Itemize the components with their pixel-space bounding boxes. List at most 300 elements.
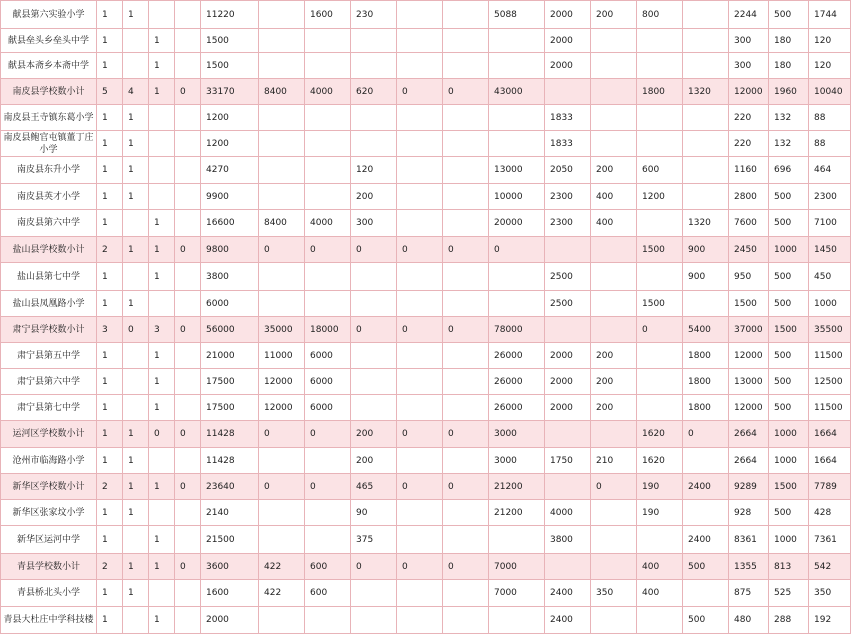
value-cell bbox=[489, 131, 545, 157]
value-cell bbox=[443, 343, 489, 369]
value-cell: 0 bbox=[123, 317, 149, 343]
school-name-cell: 肃宁县学校数小计 bbox=[1, 317, 97, 343]
value-cell: 2500 bbox=[545, 291, 591, 317]
value-cell bbox=[175, 343, 201, 369]
value-cell: 2400 bbox=[545, 580, 591, 607]
value-cell: 1 bbox=[97, 105, 123, 131]
value-cell: 400 bbox=[591, 184, 637, 210]
value-cell: 950 bbox=[729, 263, 769, 291]
value-cell: 4000 bbox=[545, 500, 591, 526]
value-cell bbox=[149, 184, 175, 210]
value-cell: 422 bbox=[259, 580, 305, 607]
value-cell: 1200 bbox=[201, 131, 259, 157]
table-row bbox=[1, 263, 851, 291]
value-cell: 5 bbox=[97, 79, 123, 105]
school-name-cell: 献县垒头乡垒头中学 bbox=[1, 29, 97, 53]
value-cell: 200 bbox=[351, 184, 397, 210]
value-cell bbox=[259, 526, 305, 554]
value-cell bbox=[489, 291, 545, 317]
value-cell bbox=[397, 526, 443, 554]
value-cell bbox=[123, 210, 149, 237]
value-cell: 1 bbox=[97, 369, 123, 395]
value-cell: 1 bbox=[123, 105, 149, 131]
value-cell bbox=[149, 580, 175, 607]
table-row bbox=[1, 131, 851, 157]
value-cell: 1 bbox=[97, 157, 123, 184]
value-cell: 1833 bbox=[545, 105, 591, 131]
value-cell bbox=[443, 263, 489, 291]
value-cell: 600 bbox=[305, 554, 351, 580]
value-cell: 2000 bbox=[545, 53, 591, 79]
value-cell: 1320 bbox=[683, 210, 729, 237]
value-cell bbox=[545, 421, 591, 448]
value-cell bbox=[683, 1, 729, 29]
value-cell bbox=[175, 29, 201, 53]
value-cell: 500 bbox=[769, 184, 809, 210]
value-cell: 500 bbox=[683, 607, 729, 634]
value-cell bbox=[351, 607, 397, 634]
value-cell bbox=[489, 29, 545, 53]
value-cell bbox=[397, 343, 443, 369]
value-cell: 11500 bbox=[809, 343, 851, 369]
value-cell: 200 bbox=[591, 157, 637, 184]
value-cell: 1 bbox=[97, 421, 123, 448]
value-cell: 132 bbox=[769, 131, 809, 157]
value-cell: 1 bbox=[123, 184, 149, 210]
value-cell: 3000 bbox=[489, 448, 545, 474]
value-cell bbox=[259, 1, 305, 29]
value-cell bbox=[443, 157, 489, 184]
value-cell: 1 bbox=[97, 500, 123, 526]
value-cell: 2300 bbox=[545, 184, 591, 210]
value-cell: 600 bbox=[637, 157, 683, 184]
value-cell: 37000 bbox=[729, 317, 769, 343]
subtotal-row bbox=[1, 474, 851, 500]
value-cell: 300 bbox=[729, 53, 769, 79]
value-cell: 1 bbox=[97, 580, 123, 607]
value-cell: 132 bbox=[769, 105, 809, 131]
value-cell bbox=[683, 53, 729, 79]
value-cell: 375 bbox=[351, 526, 397, 554]
value-cell: 1620 bbox=[637, 421, 683, 448]
value-cell: 1450 bbox=[809, 237, 851, 263]
value-cell bbox=[123, 29, 149, 53]
value-cell bbox=[123, 395, 149, 421]
value-cell: 8400 bbox=[259, 79, 305, 105]
value-cell bbox=[443, 580, 489, 607]
value-cell: 0 bbox=[175, 421, 201, 448]
school-name-cell: 献县第六实验小学 bbox=[1, 1, 97, 29]
value-cell bbox=[175, 210, 201, 237]
value-cell bbox=[443, 291, 489, 317]
value-cell: 450 bbox=[809, 263, 851, 291]
value-cell: 23640 bbox=[201, 474, 259, 500]
value-cell: 620 bbox=[351, 79, 397, 105]
value-cell: 500 bbox=[683, 554, 729, 580]
value-cell bbox=[149, 131, 175, 157]
value-cell: 2 bbox=[97, 237, 123, 263]
value-cell: 2140 bbox=[201, 500, 259, 526]
value-cell: 1960 bbox=[769, 79, 809, 105]
value-cell: 813 bbox=[769, 554, 809, 580]
value-cell: 0 bbox=[489, 237, 545, 263]
table-row bbox=[1, 1, 851, 29]
value-cell bbox=[259, 184, 305, 210]
value-cell: 200 bbox=[591, 395, 637, 421]
value-cell: 35500 bbox=[809, 317, 851, 343]
value-cell: 1320 bbox=[683, 79, 729, 105]
value-cell bbox=[443, 607, 489, 634]
value-cell bbox=[149, 157, 175, 184]
value-cell: 8361 bbox=[729, 526, 769, 554]
value-cell: 12000 bbox=[729, 79, 769, 105]
school-name-cell: 南皮县鲍官屯镇董丁庄小学 bbox=[1, 131, 97, 157]
value-cell bbox=[637, 53, 683, 79]
value-cell: 2400 bbox=[683, 526, 729, 554]
value-cell bbox=[591, 526, 637, 554]
value-cell: 5088 bbox=[489, 1, 545, 29]
value-cell: 3 bbox=[97, 317, 123, 343]
value-cell: 9800 bbox=[201, 237, 259, 263]
value-cell bbox=[305, 263, 351, 291]
value-cell: 928 bbox=[729, 500, 769, 526]
value-cell: 1 bbox=[149, 607, 175, 634]
table-row bbox=[1, 580, 851, 607]
value-cell: 500 bbox=[769, 210, 809, 237]
school-name-cell: 运河区学校数小计 bbox=[1, 421, 97, 448]
value-cell: 20000 bbox=[489, 210, 545, 237]
value-cell bbox=[259, 448, 305, 474]
value-cell: 0 bbox=[443, 554, 489, 580]
value-cell bbox=[305, 607, 351, 634]
value-cell: 88 bbox=[809, 131, 851, 157]
value-cell: 4270 bbox=[201, 157, 259, 184]
value-cell bbox=[259, 105, 305, 131]
value-cell: 1500 bbox=[201, 29, 259, 53]
value-cell bbox=[259, 131, 305, 157]
value-cell bbox=[305, 157, 351, 184]
value-cell bbox=[443, 105, 489, 131]
value-cell: 210 bbox=[591, 448, 637, 474]
value-cell bbox=[683, 291, 729, 317]
value-cell: 1 bbox=[123, 157, 149, 184]
value-cell bbox=[443, 53, 489, 79]
school-name-cell: 青县大杜庄中学科技楼 bbox=[1, 607, 97, 634]
value-cell bbox=[123, 53, 149, 79]
value-cell: 26000 bbox=[489, 343, 545, 369]
value-cell: 1744 bbox=[809, 1, 851, 29]
value-cell bbox=[123, 369, 149, 395]
value-cell: 1 bbox=[123, 474, 149, 500]
value-cell: 600 bbox=[305, 580, 351, 607]
value-cell bbox=[443, 526, 489, 554]
value-cell bbox=[123, 343, 149, 369]
value-cell: 500 bbox=[769, 395, 809, 421]
value-cell: 12000 bbox=[259, 369, 305, 395]
value-cell bbox=[683, 105, 729, 131]
value-cell: 2664 bbox=[729, 448, 769, 474]
value-cell: 1 bbox=[149, 53, 175, 79]
school-name-cell: 肃宁县第七中学 bbox=[1, 395, 97, 421]
value-cell: 1 bbox=[97, 526, 123, 554]
value-cell: 21200 bbox=[489, 500, 545, 526]
value-cell: 1 bbox=[97, 343, 123, 369]
value-cell bbox=[175, 184, 201, 210]
school-name-cell: 南皮县东升小学 bbox=[1, 157, 97, 184]
value-cell: 6000 bbox=[305, 369, 351, 395]
value-cell: 35000 bbox=[259, 317, 305, 343]
value-cell bbox=[175, 105, 201, 131]
value-cell: 0 bbox=[443, 421, 489, 448]
value-cell bbox=[259, 263, 305, 291]
value-cell bbox=[397, 448, 443, 474]
value-cell: 1 bbox=[149, 526, 175, 554]
value-cell bbox=[397, 291, 443, 317]
value-cell bbox=[305, 53, 351, 79]
value-cell bbox=[175, 291, 201, 317]
value-cell: 1800 bbox=[637, 79, 683, 105]
value-cell: 542 bbox=[809, 554, 851, 580]
value-cell bbox=[149, 1, 175, 29]
value-cell: 1600 bbox=[305, 1, 351, 29]
value-cell bbox=[259, 53, 305, 79]
value-cell bbox=[489, 263, 545, 291]
value-cell: 12500 bbox=[809, 369, 851, 395]
school-name-cell: 盐山县第七中学 bbox=[1, 263, 97, 291]
value-cell: 0 bbox=[259, 237, 305, 263]
value-cell bbox=[175, 131, 201, 157]
value-cell bbox=[637, 210, 683, 237]
value-cell: 0 bbox=[443, 317, 489, 343]
value-cell bbox=[397, 1, 443, 29]
value-cell: 400 bbox=[637, 580, 683, 607]
value-cell: 0 bbox=[591, 474, 637, 500]
table-row bbox=[1, 448, 851, 474]
school-name-cell: 新华区张家坟小学 bbox=[1, 500, 97, 526]
value-cell: 1000 bbox=[769, 526, 809, 554]
value-cell bbox=[443, 29, 489, 53]
value-cell bbox=[397, 500, 443, 526]
value-cell: 1 bbox=[123, 421, 149, 448]
value-cell: 2400 bbox=[545, 607, 591, 634]
value-cell: 7000 bbox=[489, 554, 545, 580]
value-cell: 3000 bbox=[489, 421, 545, 448]
value-cell: 2400 bbox=[683, 474, 729, 500]
value-cell bbox=[683, 500, 729, 526]
value-cell bbox=[175, 526, 201, 554]
value-cell: 200 bbox=[591, 343, 637, 369]
value-cell bbox=[259, 607, 305, 634]
value-cell: 10040 bbox=[809, 79, 851, 105]
value-cell: 1664 bbox=[809, 421, 851, 448]
value-cell bbox=[591, 291, 637, 317]
value-cell: 0 bbox=[637, 317, 683, 343]
value-cell: 200 bbox=[591, 369, 637, 395]
value-cell bbox=[175, 500, 201, 526]
value-cell: 2000 bbox=[201, 607, 259, 634]
value-cell: 1664 bbox=[809, 448, 851, 474]
value-cell bbox=[397, 210, 443, 237]
value-cell bbox=[149, 500, 175, 526]
value-cell bbox=[683, 448, 729, 474]
value-cell bbox=[683, 184, 729, 210]
value-cell bbox=[545, 474, 591, 500]
value-cell: 1 bbox=[97, 263, 123, 291]
value-cell: 1 bbox=[149, 369, 175, 395]
value-cell: 500 bbox=[769, 263, 809, 291]
value-cell: 480 bbox=[729, 607, 769, 634]
value-cell: 7600 bbox=[729, 210, 769, 237]
value-cell bbox=[175, 53, 201, 79]
value-cell bbox=[351, 29, 397, 53]
value-cell bbox=[443, 210, 489, 237]
value-cell bbox=[175, 580, 201, 607]
value-cell bbox=[397, 105, 443, 131]
value-cell bbox=[305, 500, 351, 526]
value-cell: 12000 bbox=[729, 343, 769, 369]
value-cell: 1800 bbox=[683, 343, 729, 369]
value-cell bbox=[489, 607, 545, 634]
subtotal-row bbox=[1, 317, 851, 343]
value-cell: 13000 bbox=[489, 157, 545, 184]
value-cell bbox=[443, 184, 489, 210]
value-cell: 1500 bbox=[637, 291, 683, 317]
value-cell: 200 bbox=[351, 421, 397, 448]
value-cell bbox=[259, 29, 305, 53]
value-cell: 88 bbox=[809, 105, 851, 131]
value-cell: 1 bbox=[123, 580, 149, 607]
value-cell bbox=[637, 263, 683, 291]
value-cell: 33170 bbox=[201, 79, 259, 105]
table-row bbox=[1, 29, 851, 53]
value-cell: 2000 bbox=[545, 369, 591, 395]
school-name-cell: 献县本斋乡本斋中学 bbox=[1, 53, 97, 79]
value-cell: 1 bbox=[123, 237, 149, 263]
school-name-cell: 肃宁县第五中学 bbox=[1, 343, 97, 369]
value-cell bbox=[149, 291, 175, 317]
value-cell: 875 bbox=[729, 580, 769, 607]
subtotal-row bbox=[1, 554, 851, 580]
value-cell bbox=[443, 448, 489, 474]
value-cell: 300 bbox=[351, 210, 397, 237]
school-name-cell: 青县桥北头小学 bbox=[1, 580, 97, 607]
value-cell: 12000 bbox=[729, 395, 769, 421]
value-cell: 1620 bbox=[637, 448, 683, 474]
value-cell bbox=[305, 29, 351, 53]
value-cell: 500 bbox=[769, 500, 809, 526]
value-cell bbox=[591, 607, 637, 634]
value-cell: 220 bbox=[729, 131, 769, 157]
value-cell: 26000 bbox=[489, 395, 545, 421]
value-cell: 16600 bbox=[201, 210, 259, 237]
value-cell: 1 bbox=[123, 500, 149, 526]
value-cell: 0 bbox=[397, 317, 443, 343]
table-row bbox=[1, 500, 851, 526]
value-cell: 220 bbox=[729, 105, 769, 131]
value-cell: 1600 bbox=[201, 580, 259, 607]
table-row bbox=[1, 105, 851, 131]
value-cell: 0 bbox=[175, 474, 201, 500]
value-cell: 4000 bbox=[305, 210, 351, 237]
school-name-cell: 盐山县学校数小计 bbox=[1, 237, 97, 263]
value-cell: 1355 bbox=[729, 554, 769, 580]
value-cell: 2000 bbox=[545, 29, 591, 53]
value-cell: 1200 bbox=[637, 184, 683, 210]
value-cell bbox=[443, 1, 489, 29]
value-cell: 1 bbox=[123, 291, 149, 317]
table-row bbox=[1, 210, 851, 237]
value-cell: 1 bbox=[149, 79, 175, 105]
value-cell bbox=[351, 291, 397, 317]
subtotal-row bbox=[1, 237, 851, 263]
value-cell bbox=[637, 607, 683, 634]
value-cell: 0 bbox=[305, 421, 351, 448]
table-row bbox=[1, 526, 851, 554]
value-cell bbox=[259, 500, 305, 526]
value-cell bbox=[397, 580, 443, 607]
value-cell: 0 bbox=[305, 237, 351, 263]
value-cell: 180 bbox=[769, 29, 809, 53]
value-cell: 120 bbox=[809, 29, 851, 53]
value-cell: 1 bbox=[149, 554, 175, 580]
value-cell bbox=[591, 421, 637, 448]
value-cell bbox=[259, 157, 305, 184]
value-cell: 1833 bbox=[545, 131, 591, 157]
value-cell: 2050 bbox=[545, 157, 591, 184]
value-cell bbox=[489, 53, 545, 79]
value-cell: 1 bbox=[149, 343, 175, 369]
value-cell: 90 bbox=[351, 500, 397, 526]
value-cell bbox=[397, 131, 443, 157]
value-cell: 2 bbox=[97, 554, 123, 580]
value-cell: 11428 bbox=[201, 421, 259, 448]
value-cell: 0 bbox=[443, 474, 489, 500]
value-cell: 5400 bbox=[683, 317, 729, 343]
value-cell: 1000 bbox=[769, 237, 809, 263]
value-cell bbox=[397, 53, 443, 79]
value-cell bbox=[637, 29, 683, 53]
value-cell: 300 bbox=[729, 29, 769, 53]
value-cell: 2000 bbox=[545, 1, 591, 29]
value-cell: 0 bbox=[351, 554, 397, 580]
value-cell: 1 bbox=[149, 263, 175, 291]
value-cell: 2244 bbox=[729, 1, 769, 29]
value-cell: 0 bbox=[397, 237, 443, 263]
value-cell bbox=[489, 526, 545, 554]
value-cell bbox=[637, 105, 683, 131]
value-cell bbox=[591, 500, 637, 526]
value-cell: 2800 bbox=[729, 184, 769, 210]
value-cell: 1 bbox=[97, 607, 123, 634]
value-cell: 1 bbox=[97, 395, 123, 421]
value-cell bbox=[591, 79, 637, 105]
value-cell: 0 bbox=[397, 79, 443, 105]
value-cell bbox=[305, 448, 351, 474]
school-name-cell: 新华区运河中学 bbox=[1, 526, 97, 554]
value-cell: 0 bbox=[175, 554, 201, 580]
value-cell: 1500 bbox=[769, 474, 809, 500]
value-cell: 13000 bbox=[729, 369, 769, 395]
value-cell bbox=[545, 237, 591, 263]
value-cell: 7361 bbox=[809, 526, 851, 554]
value-cell bbox=[591, 317, 637, 343]
value-cell: 56000 bbox=[201, 317, 259, 343]
value-cell bbox=[591, 263, 637, 291]
value-cell: 2664 bbox=[729, 421, 769, 448]
value-cell: 400 bbox=[591, 210, 637, 237]
value-cell: 2450 bbox=[729, 237, 769, 263]
value-cell: 1 bbox=[149, 474, 175, 500]
